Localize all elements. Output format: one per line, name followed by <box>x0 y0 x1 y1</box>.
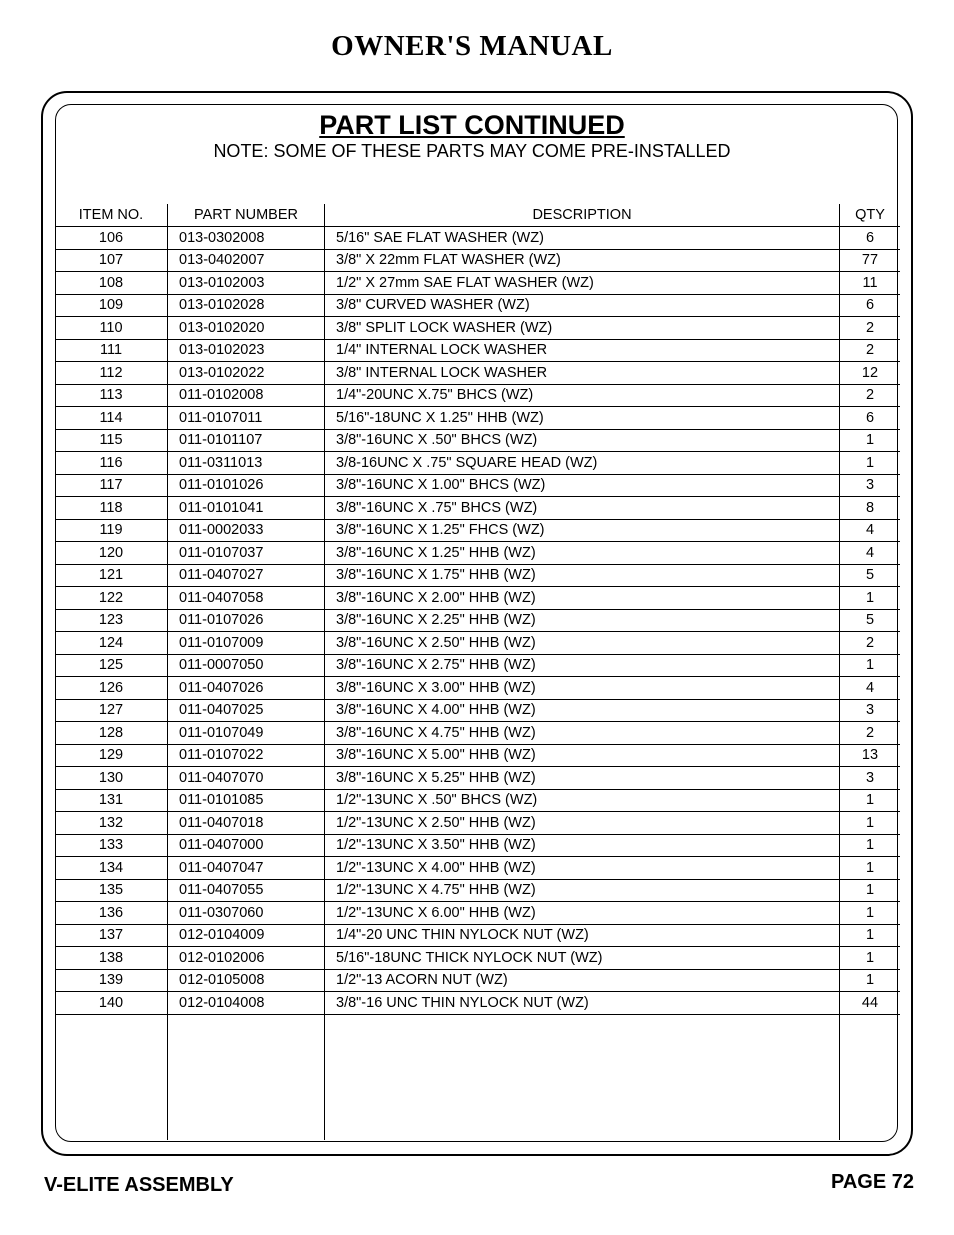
part-number-cell: 012-0104008 <box>168 992 325 1015</box>
description-cell: 3/8"-16UNC X 2.25" HHB (WZ) <box>325 609 840 632</box>
qty-cell: 1 <box>840 654 901 677</box>
table-row <box>55 542 900 565</box>
qty-cell: 1 <box>840 924 901 947</box>
qty-cell: 1 <box>840 789 901 812</box>
part-number-cell: 011-0002033 <box>168 519 325 542</box>
qty-cell: 2 <box>840 722 901 745</box>
qty-cell: 4 <box>840 519 901 542</box>
item-no-cell: 122 <box>55 587 168 610</box>
part-number-cell: 011-0107022 <box>168 744 325 767</box>
table-row <box>55 677 900 700</box>
table-row <box>55 857 900 880</box>
part-number-cell: 011-0107011 <box>168 407 325 430</box>
table-row <box>55 452 900 475</box>
footer-assembly-name: V-ELITE ASSEMBLY <box>44 1174 234 1196</box>
description-cell: 1/2"-13UNC X 4.00" HHB (WZ) <box>325 857 840 880</box>
qty-cell: 6 <box>840 294 901 317</box>
part-number-cell: 011-0407058 <box>168 587 325 610</box>
section-title: PART LIST CONTINUED <box>319 110 625 140</box>
qty-cell: 1 <box>840 947 901 970</box>
part-number-cell: 011-0311013 <box>168 452 325 475</box>
part-number-cell: 013-0102028 <box>168 294 325 317</box>
description-cell: 3/8" INTERNAL LOCK WASHER <box>325 362 840 385</box>
item-no-cell: 118 <box>55 497 168 520</box>
part-number-cell: 011-0407070 <box>168 767 325 790</box>
description-cell: 3/8"-16UNC X 4.75" HHB (WZ) <box>325 722 840 745</box>
part-number-cell: 011-0101085 <box>168 789 325 812</box>
item-no-cell: 106 <box>55 227 168 250</box>
part-number-cell: 013-0402007 <box>168 249 325 272</box>
item-no-cell: 130 <box>55 767 168 790</box>
table-row <box>55 227 900 250</box>
qty-cell: 4 <box>840 677 901 700</box>
table-row <box>55 497 900 520</box>
table-row <box>55 474 900 497</box>
item-no-cell: 138 <box>55 947 168 970</box>
part-number-cell: 011-0407027 <box>168 564 325 587</box>
description-cell: 1/2"-13UNC X .50" BHCS (WZ) <box>325 789 840 812</box>
description-cell: 3/8"-16UNC X 5.25" HHB (WZ) <box>325 767 840 790</box>
table-row <box>55 789 900 812</box>
qty-cell: 2 <box>840 339 901 362</box>
table-row <box>55 384 900 407</box>
description-cell: 3/8"-16UNC X 1.25" HHB (WZ) <box>325 542 840 565</box>
part-number-cell: 011-0107026 <box>168 609 325 632</box>
qty-cell: 44 <box>840 992 901 1015</box>
table-row <box>55 564 900 587</box>
description-cell: 1/4" INTERNAL LOCK WASHER <box>325 339 840 362</box>
item-no-cell: 121 <box>55 564 168 587</box>
qty-cell: 1 <box>840 834 901 857</box>
description-cell: 3/8"-16UNC X 3.00" HHB (WZ) <box>325 677 840 700</box>
qty-cell: 4 <box>840 542 901 565</box>
item-no-cell: 108 <box>55 272 168 295</box>
table-row <box>55 744 900 767</box>
item-no-cell: 109 <box>55 294 168 317</box>
item-no-cell: 111 <box>55 339 168 362</box>
qty-cell: 3 <box>840 699 901 722</box>
parts-table-body <box>55 227 900 1140</box>
qty-cell: 1 <box>840 902 901 925</box>
part-number-cell: 011-0107037 <box>168 542 325 565</box>
item-no-cell: 139 <box>55 969 168 992</box>
qty-cell: 1 <box>840 429 901 452</box>
empty-cell <box>168 1014 325 1140</box>
description-cell: 1/2"-13 ACORN NUT (WZ) <box>325 969 840 992</box>
description-cell: 5/16"-18UNC X 1.25" HHB (WZ) <box>325 407 840 430</box>
description-cell: 3/8"-16UNC X 2.50" HHB (WZ) <box>325 632 840 655</box>
column-header-item-no: ITEM NO. <box>55 204 168 227</box>
description-cell: 3/8" X 22mm FLAT WASHER (WZ) <box>325 249 840 272</box>
part-number-cell: 011-0407018 <box>168 812 325 835</box>
description-cell: 3/8"-16 UNC THIN NYLOCK NUT (WZ) <box>325 992 840 1015</box>
empty-cell <box>55 1014 168 1140</box>
table-header-row <box>55 204 900 227</box>
table-row <box>55 407 900 430</box>
empty-cell <box>840 1014 901 1140</box>
part-number-cell: 012-0105008 <box>168 969 325 992</box>
table-row <box>55 879 900 902</box>
item-no-cell: 113 <box>55 384 168 407</box>
part-number-cell: 011-0007050 <box>168 654 325 677</box>
table-row <box>55 632 900 655</box>
part-number-cell: 012-0104009 <box>168 924 325 947</box>
qty-cell: 1 <box>840 969 901 992</box>
item-no-cell: 126 <box>55 677 168 700</box>
qty-cell: 5 <box>840 564 901 587</box>
description-cell: 5/16" SAE FLAT WASHER (WZ) <box>325 227 840 250</box>
item-no-cell: 140 <box>55 992 168 1015</box>
item-no-cell: 110 <box>55 317 168 340</box>
table-row <box>55 947 900 970</box>
description-cell: 3/8-16UNC X .75" SQUARE HEAD (WZ) <box>325 452 840 475</box>
qty-cell: 1 <box>840 879 901 902</box>
qty-cell: 1 <box>840 812 901 835</box>
description-cell: 1/4"-20 UNC THIN NYLOCK NUT (WZ) <box>325 924 840 947</box>
description-cell: 1/2"-13UNC X 3.50" HHB (WZ) <box>325 834 840 857</box>
qty-cell: 2 <box>840 384 901 407</box>
description-cell: 3/8"-16UNC X .50" BHCS (WZ) <box>325 429 840 452</box>
qty-cell: 8 <box>840 497 901 520</box>
part-number-cell: 011-0101026 <box>168 474 325 497</box>
table-row <box>55 609 900 632</box>
table-row <box>55 654 900 677</box>
description-cell: 1/2"-13UNC X 2.50" HHB (WZ) <box>325 812 840 835</box>
qty-cell: 3 <box>840 767 901 790</box>
part-number-cell: 011-0407025 <box>168 699 325 722</box>
item-no-cell: 119 <box>55 519 168 542</box>
part-number-cell: 011-0407055 <box>168 879 325 902</box>
description-cell: 3/8"-16UNC X 4.00" HHB (WZ) <box>325 699 840 722</box>
part-number-cell: 011-0101107 <box>168 429 325 452</box>
qty-cell: 6 <box>840 407 901 430</box>
table-row <box>55 317 900 340</box>
item-no-cell: 125 <box>55 654 168 677</box>
table-row <box>55 249 900 272</box>
description-cell: 3/8"-16UNC X 1.75" HHB (WZ) <box>325 564 840 587</box>
description-cell: 3/8"-16UNC X 2.00" HHB (WZ) <box>325 587 840 610</box>
description-cell: 1/4"-20UNC X.75" BHCS (WZ) <box>325 384 840 407</box>
table-row <box>55 992 900 1015</box>
qty-cell: 3 <box>840 474 901 497</box>
item-no-cell: 135 <box>55 879 168 902</box>
description-cell: 5/16"-18UNC THICK NYLOCK NUT (WZ) <box>325 947 840 970</box>
part-number-cell: 013-0102023 <box>168 339 325 362</box>
item-no-cell: 132 <box>55 812 168 835</box>
description-cell: 3/8"-16UNC X 1.25" FHCS (WZ) <box>325 519 840 542</box>
footer-page-number: PAGE 72 <box>831 1171 914 1193</box>
table-row <box>55 834 900 857</box>
column-header-qty: QTY <box>840 204 901 227</box>
table-row <box>55 767 900 790</box>
table-row <box>55 587 900 610</box>
table-row <box>55 339 900 362</box>
part-number-cell: 011-0407026 <box>168 677 325 700</box>
qty-cell: 11 <box>840 272 901 295</box>
part-number-cell: 013-0102020 <box>168 317 325 340</box>
description-cell: 1/2"-13UNC X 6.00" HHB (WZ) <box>325 902 840 925</box>
qty-cell: 5 <box>840 609 901 632</box>
item-no-cell: 128 <box>55 722 168 745</box>
description-cell: 3/8"-16UNC X .75" BHCS (WZ) <box>325 497 840 520</box>
part-number-cell: 011-0101041 <box>168 497 325 520</box>
part-number-cell: 011-0307060 <box>168 902 325 925</box>
description-cell: 1/2" X 27mm SAE FLAT WASHER (WZ) <box>325 272 840 295</box>
table-row <box>55 902 900 925</box>
part-number-cell: 013-0302008 <box>168 227 325 250</box>
table-row <box>55 272 900 295</box>
table-row <box>55 362 900 385</box>
item-no-cell: 123 <box>55 609 168 632</box>
item-no-cell: 131 <box>55 789 168 812</box>
column-header-description: DESCRIPTION <box>325 204 840 227</box>
table-row <box>55 969 900 992</box>
description-cell: 1/2"-13UNC X 4.75" HHB (WZ) <box>325 879 840 902</box>
item-no-cell: 116 <box>55 452 168 475</box>
table-row <box>55 699 900 722</box>
table-row <box>55 519 900 542</box>
table-row <box>55 294 900 317</box>
qty-cell: 1 <box>840 857 901 880</box>
item-no-cell: 137 <box>55 924 168 947</box>
item-no-cell: 107 <box>55 249 168 272</box>
description-cell: 3/8" SPLIT LOCK WASHER (WZ) <box>325 317 840 340</box>
qty-cell: 77 <box>840 249 901 272</box>
qty-cell: 12 <box>840 362 901 385</box>
part-number-cell: 011-0107049 <box>168 722 325 745</box>
description-cell: 3/8"-16UNC X 1.00" BHCS (WZ) <box>325 474 840 497</box>
item-no-cell: 114 <box>55 407 168 430</box>
description-cell: 3/8"-16UNC X 5.00" HHB (WZ) <box>325 744 840 767</box>
item-no-cell: 134 <box>55 857 168 880</box>
qty-cell: 1 <box>840 587 901 610</box>
table-row <box>55 812 900 835</box>
part-number-cell: 011-0107009 <box>168 632 325 655</box>
part-number-cell: 011-0407000 <box>168 834 325 857</box>
part-number-cell: 012-0102006 <box>168 947 325 970</box>
item-no-cell: 127 <box>55 699 168 722</box>
item-no-cell: 117 <box>55 474 168 497</box>
column-header-part-number: PART NUMBER <box>168 204 325 227</box>
item-no-cell: 115 <box>55 429 168 452</box>
item-no-cell: 129 <box>55 744 168 767</box>
table-empty-space <box>55 1014 900 1140</box>
section-note: NOTE: SOME OF THESE PARTS MAY COME PRE-INSTALLED <box>213 141 731 161</box>
item-no-cell: 120 <box>55 542 168 565</box>
qty-cell: 1 <box>840 452 901 475</box>
description-cell: 3/8" CURVED WASHER (WZ) <box>325 294 840 317</box>
qty-cell: 2 <box>840 632 901 655</box>
part-number-cell: 011-0407047 <box>168 857 325 880</box>
qty-cell: 2 <box>840 317 901 340</box>
item-no-cell: 136 <box>55 902 168 925</box>
parts-table <box>55 204 900 1140</box>
qty-cell: 13 <box>840 744 901 767</box>
description-cell: 3/8"-16UNC X 2.75" HHB (WZ) <box>325 654 840 677</box>
item-no-cell: 124 <box>55 632 168 655</box>
part-number-cell: 013-0102003 <box>168 272 325 295</box>
table-row <box>55 429 900 452</box>
item-no-cell: 112 <box>55 362 168 385</box>
table-row <box>55 924 900 947</box>
part-number-cell: 011-0102008 <box>168 384 325 407</box>
part-number-cell: 013-0102022 <box>168 362 325 385</box>
qty-cell: 6 <box>840 227 901 250</box>
table-row <box>55 722 900 745</box>
manual-title: OWNER'S MANUAL <box>331 30 613 62</box>
item-no-cell: 133 <box>55 834 168 857</box>
empty-cell <box>325 1014 840 1140</box>
